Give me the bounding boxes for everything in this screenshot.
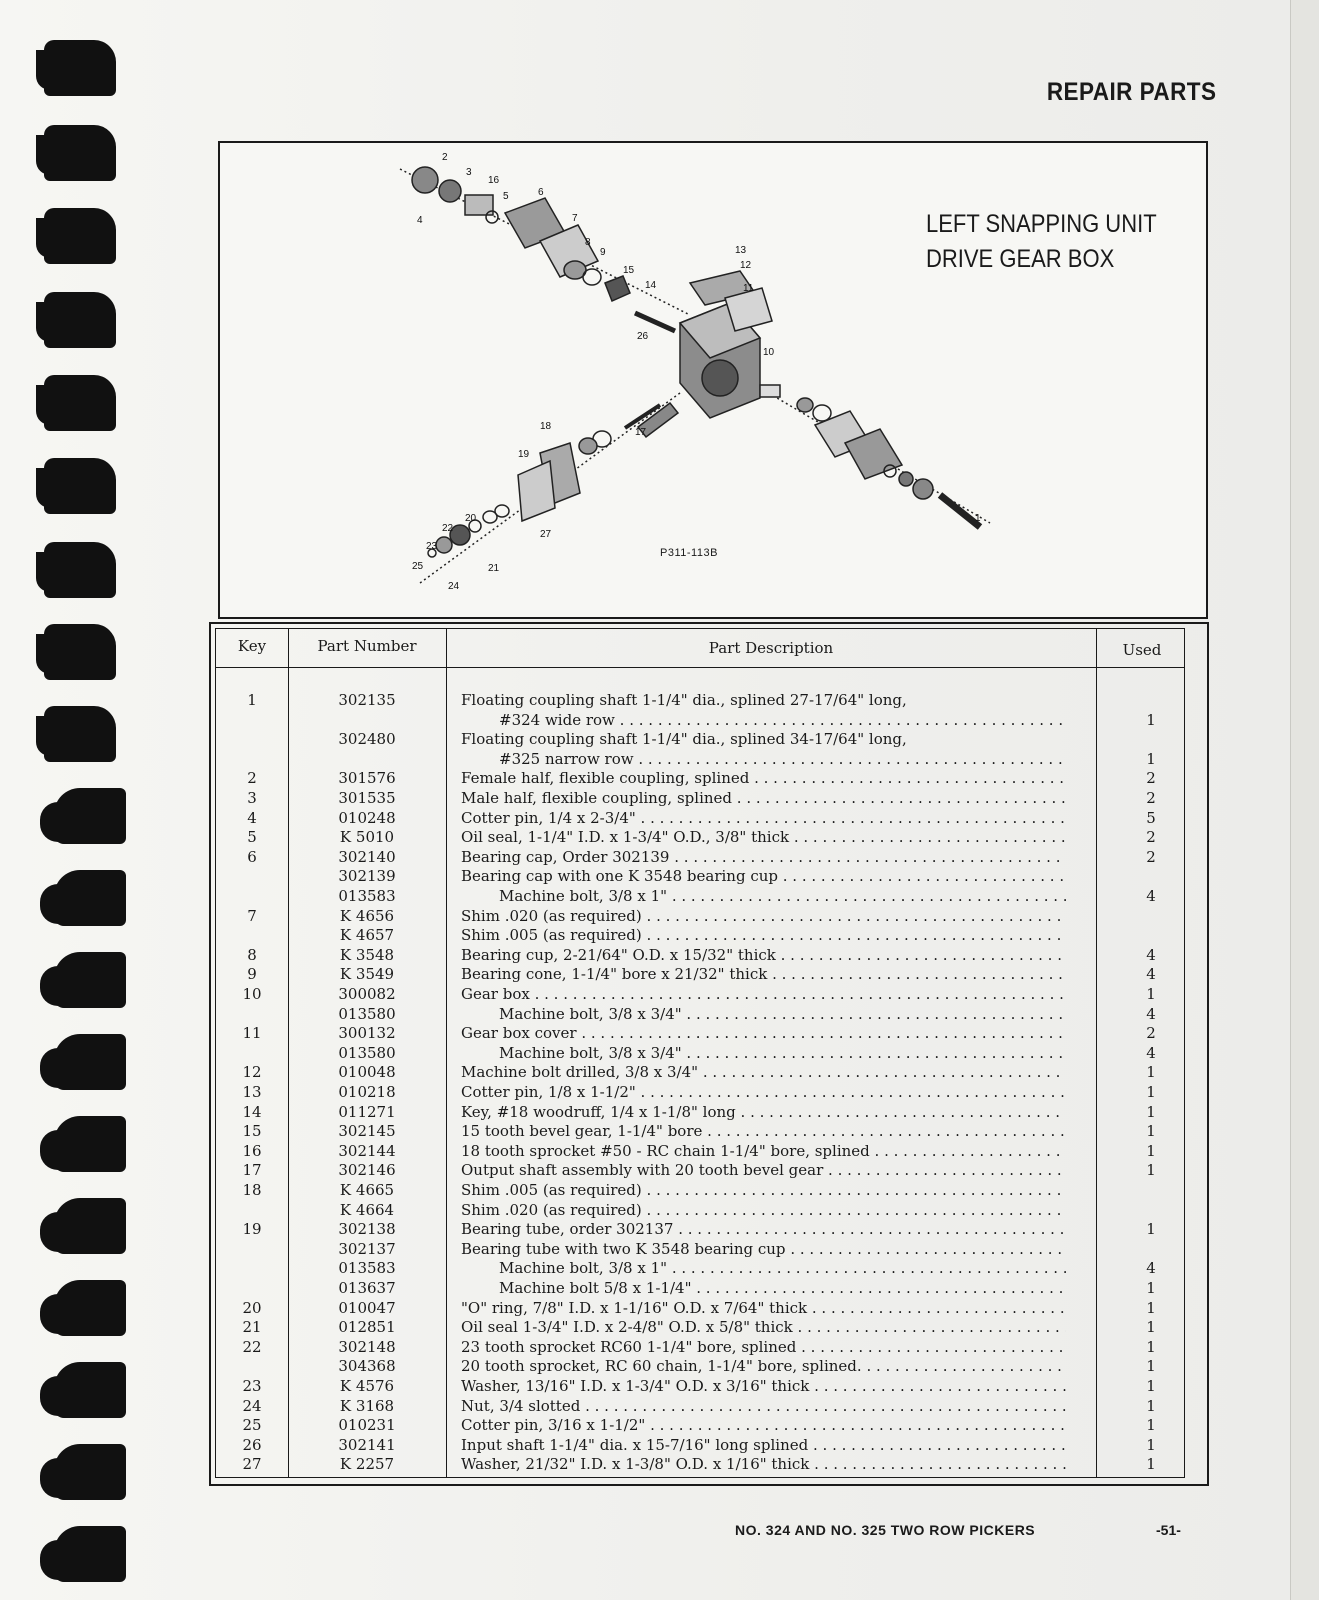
- used-cell: 1: [1146, 1220, 1156, 1239]
- table-row: [216, 1240, 1184, 1260]
- table-row: [216, 1436, 1184, 1456]
- binding-coil: [54, 1444, 126, 1500]
- table-row: [216, 1005, 1184, 1025]
- part-number-cell: K 4656: [339, 906, 395, 925]
- table-row: [216, 691, 1184, 711]
- used-cell: 1: [1146, 985, 1156, 1003]
- callout-label: 2: [442, 152, 448, 163]
- table-row: [216, 1063, 1184, 1083]
- used-cell: 1: [1146, 1279, 1156, 1297]
- key-cell: 23: [242, 1377, 262, 1395]
- description-cell: Oil seal, 1-1/4" I.D. x 1-3/4" O.D., 3/8" thick . . .: [461, 828, 1066, 846]
- used-cell: 4: [1146, 1043, 1156, 1062]
- description-cell: Washer, 13/16" I.D. x 1-3/4" O.D. x 3/16" thick . . .: [461, 1377, 1066, 1395]
- callout-label: 7: [572, 213, 578, 224]
- description-cell: Floating coupling shaft 1-1/4" dia., splined 27-17/64" long,: [461, 691, 907, 709]
- used-cell: 1: [1146, 1416, 1156, 1435]
- binding-coil: [54, 1362, 126, 1418]
- used-cell: 1: [1146, 1083, 1156, 1101]
- diagram-title-line-1: LEFT SNAPPING UNIT: [926, 210, 1157, 238]
- table-row: [216, 730, 1184, 750]
- used-cell: 5: [1146, 808, 1156, 827]
- table-row: [216, 1299, 1184, 1319]
- description-cell: Key, #18 woodruff, 1/4 x 1-1/8" long . . .: [461, 1103, 1066, 1121]
- part-number-cell: K 3548: [339, 945, 395, 964]
- table-row: [216, 1318, 1184, 1338]
- callout-label: 14: [645, 280, 657, 291]
- key-cell: 25: [242, 1416, 262, 1435]
- description-cell: Machine bolt, 3/8 x 3/4" . . .: [499, 1005, 1066, 1023]
- table-row: [216, 907, 1184, 927]
- table-row: [216, 769, 1184, 789]
- key-cell: 13: [242, 1083, 262, 1101]
- callout-label: 3: [466, 167, 472, 178]
- callout-label: 27: [540, 529, 552, 540]
- description-cell: Floating coupling shaft 1-1/4" dia., splined 34-17/64" long,: [461, 730, 907, 749]
- callout-label: 10: [763, 347, 775, 358]
- callout-label: 22: [442, 523, 454, 534]
- table-row: [216, 1259, 1184, 1279]
- key-cell: 20: [242, 1298, 262, 1317]
- description-cell: Bearing cone, 1-1/4" bore x 21/32" thick . . .: [461, 965, 1066, 983]
- part-number-cell: 304368: [338, 1357, 396, 1376]
- table-row: [216, 1142, 1184, 1162]
- part-number-cell: K 3549: [339, 965, 395, 984]
- table-row: [216, 985, 1184, 1005]
- description-cell: Output shaft assembly with 20 tooth bevel gear . . .: [461, 1161, 1066, 1179]
- part-number-cell: 302137: [338, 1239, 396, 1258]
- column-header-used: Used: [1122, 641, 1162, 659]
- used-cell: 4: [1146, 945, 1156, 964]
- used-cell: 1: [1146, 1377, 1156, 1395]
- part-number-cell: 302138: [338, 1220, 396, 1239]
- key-cell: 8: [247, 945, 257, 964]
- table-row: [216, 1455, 1184, 1475]
- table-row: [216, 1201, 1184, 1221]
- key-cell: 7: [247, 906, 257, 925]
- description-cell: Machine bolt drilled, 3/8 x 3/4" . . .: [461, 1063, 1066, 1081]
- used-cell: 2: [1146, 769, 1156, 788]
- part-number-cell: 013637: [338, 1279, 396, 1297]
- description-cell: 18 tooth sprocket #50 - RC chain 1-1/4" bore, splined . . .: [461, 1142, 1066, 1160]
- binding-coil: [44, 624, 116, 680]
- callout-label: 6: [538, 187, 544, 198]
- page-header-title: REPAIR PARTS: [1046, 78, 1216, 106]
- part-number-cell: 302140: [338, 847, 396, 866]
- table-row: [216, 1103, 1184, 1123]
- table-row: [216, 1397, 1184, 1417]
- description-cell: Washer, 21/32" I.D. x 1-3/8" O.D. x 1/16" thick . . .: [461, 1455, 1066, 1473]
- key-cell: 3: [247, 789, 257, 807]
- key-cell: 24: [242, 1396, 262, 1415]
- used-cell: 1: [1146, 1298, 1156, 1317]
- table-row: [216, 789, 1184, 809]
- part-number-cell: 011271: [338, 1102, 396, 1121]
- key-cell: 18: [242, 1181, 262, 1199]
- description-cell: Cotter pin, 1/4 x 2-3/4" . . .: [461, 809, 1066, 827]
- callout-label: 9: [600, 247, 606, 258]
- description-cell: "O" ring, 7/8" I.D. x 1-1/16" O.D. x 7/64" thick . . .: [461, 1299, 1066, 1317]
- description-cell: Nut, 3/4 slotted . . .: [461, 1397, 1066, 1415]
- callout-label: 13: [735, 245, 747, 256]
- callout-label: 8: [585, 237, 591, 248]
- page-number: -51-: [1156, 1522, 1181, 1538]
- description-cell: Machine bolt, 3/8 x 1" . . .: [499, 887, 1066, 905]
- table-row: [216, 711, 1184, 731]
- part-number-cell: 010047: [338, 1298, 396, 1317]
- key-cell: 1: [247, 691, 257, 709]
- binding-coil: [44, 542, 116, 598]
- key-cell: 12: [242, 1063, 262, 1082]
- callout-label: 15: [623, 265, 635, 276]
- description-cell: Oil seal 1-3/4" I.D. x 2-4/8" O.D. x 5/8" thick . . .: [461, 1318, 1066, 1336]
- part-number-cell: K 5010: [339, 828, 395, 847]
- table-row: [216, 1044, 1184, 1064]
- used-cell: 1: [1146, 1141, 1156, 1160]
- part-number-cell: 302144: [338, 1141, 396, 1160]
- key-cell: 6: [247, 847, 257, 866]
- description-cell: Shim .005 (as required) . . .: [461, 926, 1066, 944]
- key-cell: 16: [242, 1141, 262, 1160]
- key-cell: 2: [247, 769, 257, 788]
- part-number-cell: K 2257: [339, 1455, 395, 1474]
- part-number-cell: 010231: [338, 1416, 396, 1435]
- callout-label: 20: [465, 513, 477, 524]
- table-row: [216, 828, 1184, 848]
- part-number-cell: 302139: [338, 867, 396, 886]
- header-divider: [216, 667, 1184, 668]
- used-cell: 4: [1146, 1004, 1156, 1023]
- part-number-cell: 302480: [338, 730, 396, 749]
- part-number-cell: 013583: [338, 887, 396, 905]
- column-header-part-description: Part Description: [708, 639, 834, 657]
- description-cell: #324 wide row . . .: [499, 711, 1066, 729]
- parts-table: [209, 622, 1209, 1486]
- table-row: [216, 1024, 1184, 1044]
- binding-coil: [54, 788, 126, 844]
- binding-coil: [44, 706, 116, 762]
- part-number-cell: 010248: [338, 808, 396, 827]
- description-cell: Shim .005 (as required) . . .: [461, 1181, 1066, 1199]
- callout-label: 4: [417, 215, 423, 226]
- table-row: [216, 1122, 1184, 1142]
- description-cell: Machine bolt, 3/8 x 3/4" . . .: [499, 1044, 1066, 1062]
- used-cell: 1: [1146, 1435, 1156, 1454]
- key-cell: 27: [242, 1455, 262, 1474]
- description-cell: Bearing cap with one K 3548 bearing cup . . .: [461, 867, 1066, 885]
- used-cell: 1: [1146, 1337, 1156, 1356]
- used-cell: 4: [1146, 1259, 1156, 1278]
- used-cell: 1: [1146, 1122, 1156, 1141]
- part-number-cell: K 3168: [339, 1396, 395, 1415]
- table-row: [216, 1181, 1184, 1201]
- description-cell: #325 narrow row . . .: [499, 750, 1066, 768]
- table-row: [216, 1357, 1184, 1377]
- key-cell: 17: [242, 1161, 262, 1180]
- description-cell: Bearing tube, order 302137 . . .: [461, 1220, 1066, 1238]
- callout-label: 5: [503, 191, 509, 202]
- table-row: [216, 887, 1184, 907]
- key-cell: 21: [242, 1318, 262, 1337]
- used-cell: 1: [1146, 1161, 1156, 1180]
- part-number-cell: 013583: [338, 1259, 396, 1278]
- spiral-binding: [36, 30, 136, 1590]
- table-row: [216, 848, 1184, 868]
- description-cell: Bearing cup, 2-21/64" O.D. x 15/32" thick . . .: [461, 946, 1066, 964]
- description-cell: Machine bolt, 3/8 x 1" . . .: [499, 1259, 1066, 1277]
- part-number-cell: 300132: [338, 1024, 396, 1043]
- used-cell: 2: [1146, 828, 1156, 847]
- used-cell: 1: [1146, 1357, 1156, 1376]
- part-number-cell: 302135: [338, 691, 396, 709]
- page-edge: [1290, 0, 1319, 1600]
- parts-table-grid: [215, 628, 1185, 1478]
- key-cell: 10: [242, 985, 262, 1003]
- callout-label: 11: [743, 283, 754, 294]
- part-number-cell: 013580: [338, 1043, 396, 1062]
- key-cell: 19: [242, 1220, 262, 1239]
- key-cell: 5: [247, 828, 257, 847]
- binding-coil: [54, 1280, 126, 1336]
- part-number-cell: 302146: [338, 1161, 396, 1180]
- callout-label: 17: [635, 427, 647, 438]
- binding-coil: [54, 1034, 126, 1090]
- table-row: [216, 1279, 1184, 1299]
- table-row: [216, 1083, 1184, 1103]
- column-header-part-number: Part Number: [317, 637, 417, 655]
- used-cell: 1: [1146, 1063, 1156, 1082]
- used-cell: 1: [1146, 1102, 1156, 1121]
- binding-coil: [54, 1198, 126, 1254]
- part-number-cell: 301535: [338, 789, 396, 807]
- key-cell: 15: [242, 1122, 262, 1141]
- table-row: [216, 1161, 1184, 1181]
- callout-label: 18: [540, 421, 552, 432]
- part-number-cell: K 4576: [339, 1377, 395, 1395]
- description-cell: Bearing tube with two K 3548 bearing cup . . .: [461, 1240, 1066, 1258]
- table-row: [216, 809, 1184, 829]
- description-cell: Gear box . . .: [461, 985, 1066, 1003]
- callout-label: 24: [448, 581, 460, 592]
- used-cell: 2: [1146, 1024, 1156, 1043]
- key-cell: 11: [242, 1024, 262, 1043]
- binding-coil: [54, 952, 126, 1008]
- callout-label: 21: [488, 563, 500, 574]
- part-number-cell: 302141: [338, 1435, 396, 1454]
- binding-coil: [44, 208, 116, 264]
- table-row: [216, 1338, 1184, 1358]
- description-cell: 20 tooth sprocket, RC 60 chain, 1-1/4" bore, splined. . . .: [461, 1357, 1066, 1375]
- binding-coil: [54, 1526, 126, 1582]
- used-cell: 4: [1146, 887, 1156, 905]
- part-number-cell: 301576: [338, 769, 396, 788]
- callout-label: 16: [488, 175, 500, 186]
- part-number-cell: 012851: [338, 1318, 396, 1337]
- diagram-title-line-2: DRIVE GEAR BOX: [926, 245, 1115, 273]
- used-cell: 4: [1146, 965, 1156, 984]
- table-row: [216, 750, 1184, 770]
- used-cell: 1: [1146, 1455, 1156, 1474]
- part-number-cell: 302145: [338, 1122, 396, 1141]
- key-cell: 26: [242, 1435, 262, 1454]
- callout-label: 1: [975, 513, 981, 524]
- table-row: [216, 946, 1184, 966]
- column-header-key: Key: [237, 637, 267, 655]
- callout-label: 23: [426, 541, 438, 552]
- table-row: [216, 965, 1184, 985]
- part-number-cell: 010048: [338, 1063, 396, 1082]
- description-cell: Male half, flexible coupling, splined . . .: [461, 789, 1066, 807]
- description-cell: Shim .020 (as required) . . .: [461, 907, 1066, 925]
- callout-label: 25: [412, 561, 424, 572]
- description-cell: Cotter pin, 1/8 x 1-1/2" . . .: [461, 1083, 1066, 1101]
- used-cell: 1: [1146, 1396, 1156, 1415]
- key-cell: 4: [247, 808, 257, 827]
- binding-coil: [44, 292, 116, 348]
- diagram-code: P311-113B: [660, 547, 718, 559]
- part-number-cell: K 4665: [339, 1181, 395, 1199]
- binding-coil: [54, 1116, 126, 1172]
- callout-label: 12: [740, 260, 752, 271]
- table-row: [216, 1220, 1184, 1240]
- binding-coil: [54, 870, 126, 926]
- table-row: [216, 1416, 1184, 1436]
- part-number-cell: 302148: [338, 1337, 396, 1356]
- description-cell: 15 tooth bevel gear, 1-1/4" bore . . .: [461, 1122, 1066, 1140]
- used-cell: 1: [1146, 1318, 1156, 1337]
- part-number-cell: K 4657: [339, 926, 395, 945]
- key-cell: 14: [242, 1102, 262, 1121]
- used-cell: 1: [1146, 749, 1156, 768]
- description-cell: Input shaft 1-1/4" dia. x 15-7/16" long splined . . .: [461, 1436, 1066, 1454]
- description-cell: Cotter pin, 3/16 x 1-1/2" . . .: [461, 1416, 1066, 1434]
- description-cell: Shim .020 (as required) . . .: [461, 1201, 1066, 1219]
- used-cell: 2: [1146, 789, 1156, 807]
- used-cell: 2: [1146, 847, 1156, 866]
- description-cell: 23 tooth sprocket RC60 1-1/4" bore, splined . . .: [461, 1338, 1066, 1356]
- part-number-cell: 010218: [338, 1083, 396, 1101]
- part-number-cell: 013580: [338, 1004, 396, 1023]
- table-row: [216, 867, 1184, 887]
- binding-coil: [44, 458, 116, 514]
- key-cell: 9: [247, 965, 257, 984]
- binding-coil: [44, 375, 116, 431]
- table-row: [216, 926, 1184, 946]
- key-cell: 22: [242, 1337, 262, 1356]
- description-cell: Gear box cover . . .: [461, 1024, 1066, 1042]
- exploded-diagram: [218, 141, 1208, 619]
- binding-coil: [44, 40, 116, 96]
- callout-label: 26: [637, 331, 649, 342]
- part-number-cell: K 4664: [339, 1200, 395, 1219]
- description-cell: Female half, flexible coupling, splined . . .: [461, 769, 1066, 787]
- description-cell: Bearing cap, Order 302139 . . .: [461, 848, 1066, 866]
- diagram-title: [926, 207, 1157, 277]
- used-cell: 1: [1146, 710, 1156, 729]
- description-cell: Machine bolt 5/8 x 1-1/4" . . .: [499, 1279, 1066, 1297]
- part-number-cell: 300082: [338, 985, 396, 1003]
- footer-title: NO. 324 AND NO. 325 TWO ROW PICKERS: [735, 1522, 1036, 1538]
- table-row: [216, 1377, 1184, 1397]
- callout-label: 19: [518, 449, 530, 460]
- binding-coil: [44, 125, 116, 181]
